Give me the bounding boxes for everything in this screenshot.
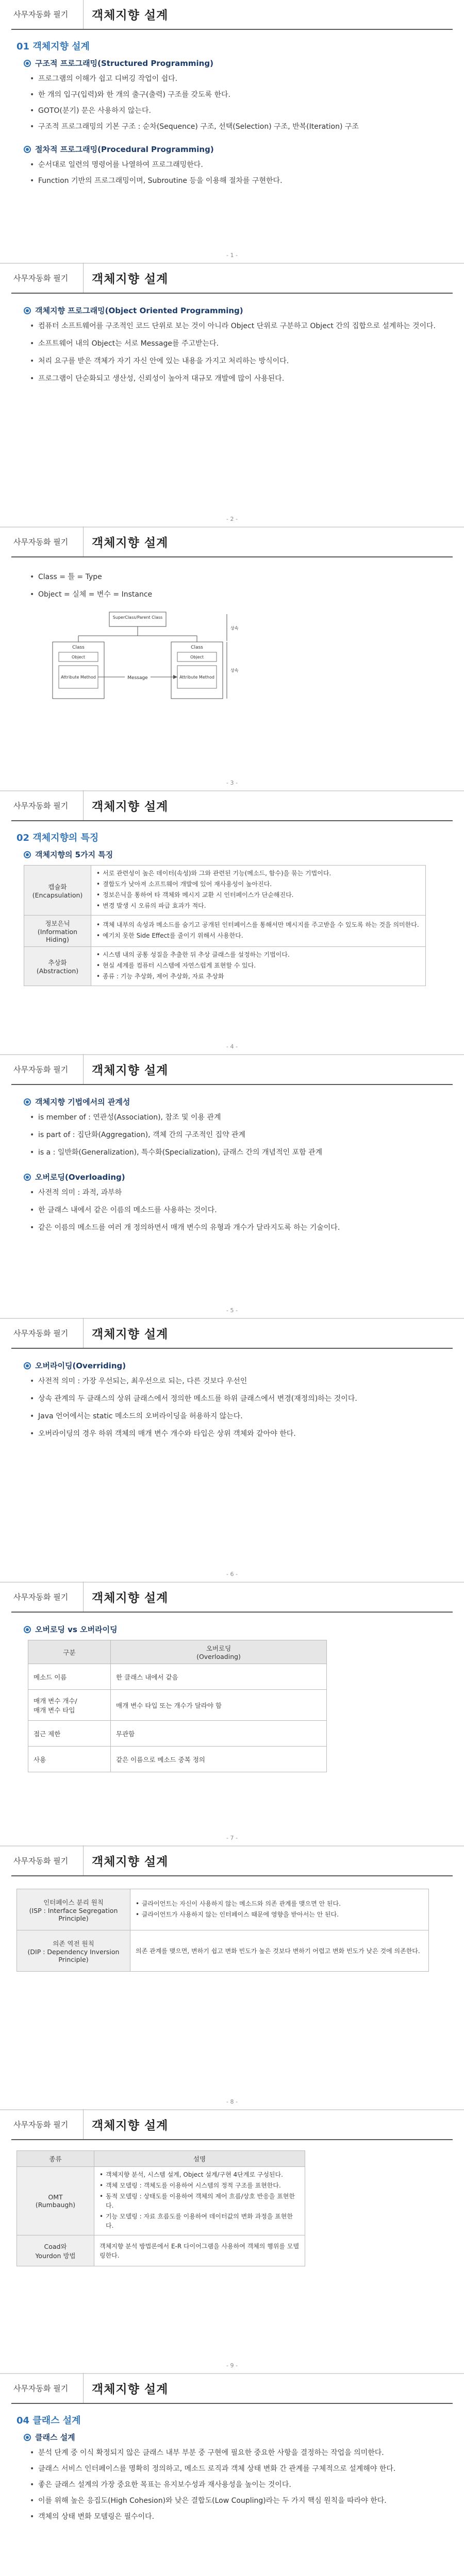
slide-header <box>11 1583 453 1613</box>
bullet-circle-icon <box>24 2434 31 2441</box>
bullet-circle-icon <box>24 307 31 314</box>
list-item: • 클래스 서비스 인터페이스를 명확히 정의하고, 메소드 로직과 객체 상태 변화 간 관계를 구체적으로 설계해야 한다. <box>30 2464 448 2475</box>
page-number: - 7 - <box>226 1835 238 1841</box>
section-title: 04 클래스 설계 <box>16 2415 81 2426</box>
slide-header <box>11 2110 453 2140</box>
object-label: Object <box>71 655 86 659</box>
subtitle-text: 절차적 프로그래밍(Procedural Programming) <box>35 145 214 154</box>
slide-2 <box>0 264 464 528</box>
subtitle <box>24 144 448 155</box>
list-item: • 객체 모델링 : 객체도를 이용하여 시스템의 정적 구조를 표현한다. <box>100 2181 300 2190</box>
class-label: Class <box>72 645 85 650</box>
slide-8 <box>0 1846 464 2110</box>
feature-desc <box>91 866 426 916</box>
subtitle-text: 오버로딩 vs 오버라이딩 <box>35 1625 118 1634</box>
table-cell: 사용 <box>28 1747 111 1772</box>
course-label: 사무자동화 필기 <box>11 1318 84 1348</box>
bullet-circle-icon <box>24 851 31 858</box>
list-item: • 사전적 의미 : 과적, 과부하 <box>30 1188 448 1198</box>
bullet-circle-icon <box>24 1098 31 1106</box>
list-item: • 클라이언트는 자신이 사용하지 않는 메소드와 의존 관계를 맺으면 안 된다. <box>136 1899 423 1908</box>
slide-10 <box>0 2374 464 2576</box>
subtitle-text: 객체지향의 5가지 특징 <box>35 850 113 859</box>
subtitle-text: 구조적 프로그래밍(Structured Programming) <box>35 59 213 68</box>
course-label: 사무자동화 필기 <box>11 527 84 556</box>
column-header: 종류 <box>17 2151 94 2167</box>
list-item: • 객체지향 분석, 시스템 설계, Object 설계/구현 4단계로 구성된다. <box>100 2170 300 2179</box>
section-title: 01 객체지향 설계 <box>16 41 90 52</box>
subtitle-text: 객체지향 프로그래밍(Object Oriented Programming) <box>35 306 243 315</box>
list-item: • is member of : 연관성(Association), 참조 및 이용 관계 <box>30 1112 448 1123</box>
course-label: 사무자동화 필기 <box>11 1582 84 1612</box>
page-number: - 3 - <box>226 779 238 786</box>
table-row <box>28 1721 327 1747</box>
bullet-circle-icon <box>24 60 31 67</box>
course-label: 사무자동화 필기 <box>11 263 84 293</box>
slide-title: 객체지향 설계 <box>92 1591 169 1605</box>
list-item: • 이를 위해 높은 응집도(High Cohesion)와 낮은 결합도(Low Coupling)라는 두 가지 핵심 원칙을 따라야 한다. <box>30 2496 448 2506</box>
page-number: - 2 - <box>226 516 238 522</box>
bullet-list <box>30 572 448 600</box>
list-item: • 분석 단계 중 이식 확정되지 않은 클래스 내부 부분 중 구현에 필요한 중요한 사항을 결정하는 작업을 의미한다. <box>30 2448 448 2459</box>
slide-header <box>11 528 453 557</box>
bullet-circle-icon <box>24 146 31 153</box>
slide-title: 객체지향 설계 <box>92 800 169 814</box>
subtitle-text: 오버라이딩(Overriding) <box>35 1361 126 1370</box>
method-desc: 객체지향 분석 방법론에서 E-R 다이어그램을 사용하여 객체의 행위를 모델링한다. <box>94 2235 305 2266</box>
class-label: Class <box>191 645 203 650</box>
feature-desc <box>91 916 426 947</box>
feature-desc <box>91 947 426 986</box>
list-item: • 시스템 내의 공통 성질을 추출한 뒤 추상 클래스를 설정하는 기법이다. <box>96 950 420 959</box>
slide-title: 객체지향 설계 <box>92 272 169 286</box>
slide-title: 객체지향 설계 <box>92 1327 169 1341</box>
principle-desc <box>130 1889 429 1930</box>
list-item: • 종류 : 기능 추상화, 제어 추상화, 자료 추상화 <box>96 972 420 981</box>
principle-name: 의존 역전 원칙 (DIP : Dependency Inversion Principle) <box>17 1930 130 1972</box>
bullet-list <box>30 1376 448 1439</box>
method-desc <box>94 2167 305 2235</box>
column-header: 구분 <box>28 1640 111 1664</box>
list-item: • 객체 내부의 속성과 메소드를 숨기고 공개된 인터페이스를 통해서만 메시지를 주고받을 수 있도록 하는 것을 의미한다. <box>96 920 420 929</box>
list-item: • GOTO(분기) 문은 사용하지 않는다. <box>30 106 448 116</box>
slide-1 <box>0 0 464 264</box>
slide-title: 객체지향 설계 <box>92 1063 169 1077</box>
course-label: 사무자동화 필기 <box>11 790 84 820</box>
bullet-list <box>30 160 448 187</box>
page-number: - 6 - <box>226 1571 238 1578</box>
course-label: 사무자동화 필기 <box>11 0 84 29</box>
table-row <box>17 2235 305 2266</box>
section-title: 02 객체지향의 특징 <box>16 833 99 843</box>
subtitle <box>24 58 448 69</box>
table-row <box>28 1664 327 1690</box>
subtitle <box>24 305 448 316</box>
list-item: • 동적 모델링 : 상태도를 이용하여 객체의 제어 흐름/상호 반응을 표현한다. <box>100 2192 300 2210</box>
table-cell: 접근 제한 <box>28 1721 111 1747</box>
attribute-label: Attribute Method <box>179 675 214 680</box>
bullet-circle-icon <box>24 1362 31 1369</box>
slide-7 <box>0 1583 464 1846</box>
table-row <box>24 866 426 916</box>
table-row <box>28 1690 327 1721</box>
message-label: Message <box>127 675 148 681</box>
course-label: 사무자동화 필기 <box>11 2373 84 2403</box>
course-label: 사무자동화 필기 <box>11 1845 84 1875</box>
table-cell: 매개 변수 타입 또는 개수가 달라야 함 <box>111 1690 327 1721</box>
list-item: • 변경 발생 시 오류의 파급 효과가 적다. <box>96 901 420 910</box>
bullet-circle-icon <box>24 1174 31 1181</box>
subtitle <box>24 1172 448 1182</box>
slide-6 <box>0 1319 464 1583</box>
attribute-label: Attribute Method <box>61 675 96 680</box>
feature-name: 정보은닉 (Information Hiding) <box>24 916 91 947</box>
subtitle <box>24 2432 448 2443</box>
column-header: 설명 <box>94 2151 305 2167</box>
slide-header <box>11 1055 453 1085</box>
list-item: • 오버라이딩의 경우 하위 객체의 매개 변수 개수와 타입은 상위 객체와 같아야 한다. <box>30 1429 448 1439</box>
bullet-circle-icon <box>24 1626 31 1633</box>
table-row <box>17 2167 305 2235</box>
table-header-row <box>17 2151 305 2167</box>
table-cell: 한 클래스 내에서 같음 <box>111 1664 327 1690</box>
class-object-diagram <box>47 610 239 713</box>
table-row <box>17 1930 429 1972</box>
list-item: • 현실 세계를 컴퓨터 시스템에 자연스럽게 표현할 수 있다. <box>96 961 420 970</box>
list-item: • Object = 실체 = 변수 = Instance <box>30 589 448 600</box>
slide-9 <box>0 2110 464 2374</box>
list-item: • 한 클래스 내에서 같은 이름의 메소드를 사용하는 것이다. <box>30 1205 448 1216</box>
list-item: • 구조적 프로그래밍의 기본 구조 : 순차(Sequence) 구조, 선택(Selection) 구조, 반복(Iteration) 구조 <box>30 122 448 132</box>
page-number: - 5 - <box>226 1307 238 1314</box>
principle-desc: 의존 관계를 맺으면, 변하기 쉽고 변화 빈도가 높은 것보다 변하기 어렵고 변화 빈도가 낮은 것에 의존한다. <box>130 1930 429 1972</box>
subtitle <box>24 1096 448 1107</box>
list-item: • 사전적 의미 : 가장 우선되는, 최우선으로 되는, 다른 것보다 우선인 <box>30 1376 448 1387</box>
subtitle-text: 객체지향 기법에서의 관계성 <box>35 1097 130 1107</box>
list-item: • Function 기반의 프로그래밍이며, Subroutine 등을 이용해 절차를 구현한다. <box>30 176 448 187</box>
list-item: • 클라이언트가 사용하지 않는 인터페이스 때문에 영향을 받아서는 안 된다. <box>136 1910 423 1919</box>
bullet-list <box>30 1188 448 1233</box>
list-item: • 프로그램의 이해가 쉽고 디버깅 작업이 쉽다. <box>30 74 448 84</box>
slide-header <box>11 264 453 294</box>
page-number: - 4 - <box>226 1043 238 1050</box>
slide-4 <box>0 791 464 1055</box>
slide-title: 객체지향 설계 <box>92 536 169 550</box>
table-header-row <box>28 1640 327 1664</box>
object-label: Object <box>190 655 204 659</box>
slide-title: 객체지향 설계 <box>92 1855 169 1869</box>
table-row <box>17 1889 429 1930</box>
method-name: OMT (Rumbaugh) <box>17 2167 94 2235</box>
table-row <box>28 1747 327 1772</box>
side-label: 상속 <box>230 668 239 673</box>
course-label: 사무자동화 필기 <box>11 1054 84 1084</box>
feature-name: 캡슐화 (Encapsulation) <box>24 866 91 916</box>
page-number: - 8 - <box>226 2098 238 2105</box>
principle-name: 인터페이스 분리 원칙 (ISP : Interface Segregation Principle) <box>17 1889 130 1930</box>
slide-5 <box>0 1055 464 1319</box>
slide-header <box>11 2374 453 2404</box>
table-cell: 메소드 이름 <box>28 1664 111 1690</box>
method-name: Coad와 Yourdon 방법 <box>17 2235 94 2266</box>
superclass-label: SuperClass/Parent Class <box>112 615 163 620</box>
table-cell: 같은 이름으로 메소드 중복 정의 <box>111 1747 327 1772</box>
course-label: 사무자동화 필기 <box>11 2109 84 2139</box>
slide-header <box>11 1846 453 1876</box>
table-cell: 무관함 <box>111 1721 327 1747</box>
methods-table <box>16 2150 305 2266</box>
table-row <box>24 916 426 947</box>
slide-title: 객체지향 설계 <box>92 8 169 22</box>
slide-title: 객체지향 설계 <box>92 2119 169 2132</box>
list-item: • 서로 관련성이 높은 데이터(속성)와 그와 관련된 기능(메소드, 함수)을 묶는 기법이다. <box>96 869 420 878</box>
list-item: • 기능 모델링 : 자료 흐름도를 이용하여 데이터값의 변화 과정을 표현한다. <box>100 2212 300 2230</box>
slide-header <box>11 0 453 30</box>
list-item: • 결합도가 낮아져 소프트웨어 개발에 있어 재사용성이 높아진다. <box>96 879 420 889</box>
slide-3 <box>0 528 464 791</box>
list-item: • 처리 요구를 받은 객체가 자기 자신 안에 있는 내용을 가지고 처리하는 방식이다. <box>30 356 448 367</box>
page-number: - 9 - <box>226 2362 238 2369</box>
list-item: • 같은 이름의 메소드를 여러 개 정의하면서 매개 변수의 유형과 개수가 달라지도록 하는 기술이다. <box>30 1223 448 1233</box>
subtitle <box>24 849 448 860</box>
list-item: • is part of : 집단화(Aggregation), 객체 간의 구조적인 집약 관계 <box>30 1130 448 1141</box>
side-label: 상속 <box>230 626 239 631</box>
list-item: • is a : 일반화(Generalization), 특수화(Specialization), 클래스 간의 개념적인 포함 관계 <box>30 1147 448 1158</box>
list-item: • 소프트웨어 내의 Object는 서로 Message를 주고받는다. <box>30 338 448 349</box>
list-item: • 컴퓨터 소프트웨어를 구조적인 코드 단위로 보는 것이 아니라 Object 단위로 구분하고 Object 간의 집합으로 설계하는 것이다. <box>30 321 448 332</box>
subtitle-text: 오버로딩(Overloading) <box>35 1173 125 1182</box>
slide-header <box>11 791 453 821</box>
list-item: • Class = 틀 = Type <box>30 572 448 583</box>
list-item: • 예기치 못한 Side Effect를 줄이기 위해서 사용한다. <box>96 931 420 940</box>
page-number: - 1 - <box>226 252 238 259</box>
features-table <box>24 865 426 986</box>
bullet-list <box>30 1112 448 1158</box>
subtitle <box>24 1360 448 1371</box>
list-item: • Java 언어에서는 static 메소드의 오버라이딩을 허용하지 않는다. <box>30 1411 448 1422</box>
column-header: 오버로딩 (Overloading) <box>111 1640 327 1664</box>
list-item: • 상속 관계의 두 클래스의 상위 클래스에서 정의한 메소드를 하위 클래스에서 변경(재정의)하는 것이다. <box>30 1394 448 1404</box>
bullet-list <box>30 74 448 132</box>
feature-name: 추상화 (Abstraction) <box>24 947 91 986</box>
slide-header <box>11 1319 453 1349</box>
list-item: • 좋은 클래스 설계의 가장 중요한 목표는 유지보수성과 재사용성을 높이는 것이다. <box>30 2480 448 2490</box>
list-item: • 프로그램이 단순화되고 생산성, 신뢰성이 높아져 대규모 개발에 많이 사용된다. <box>30 374 448 384</box>
list-item: • 정보은닉을 통하여 타 객체와 메시지 교환 시 인터페이스가 단순해진다. <box>96 890 420 900</box>
subtitle <box>24 1624 448 1635</box>
table-row <box>24 947 426 986</box>
bullet-list <box>30 321 448 384</box>
slide-title: 객체지향 설계 <box>92 2382 169 2396</box>
principles-table <box>16 1889 429 1972</box>
list-item: • 한 개의 입구(입력)와 한 개의 출구(출력) 구조를 갖도록 한다. <box>30 90 448 100</box>
list-item: • 순서대로 일련의 명령어를 나열하여 프로그래밍한다. <box>30 160 448 171</box>
subtitle-text: 클래스 설계 <box>35 2433 75 2442</box>
compare-table <box>28 1640 327 1772</box>
bullet-list <box>30 2448 448 2522</box>
list-item: • 객체의 상태 변화 모델링은 필수이다. <box>30 2512 448 2522</box>
table-cell: 매개 변수 개수/ 매개 변수 타입 <box>28 1690 111 1721</box>
